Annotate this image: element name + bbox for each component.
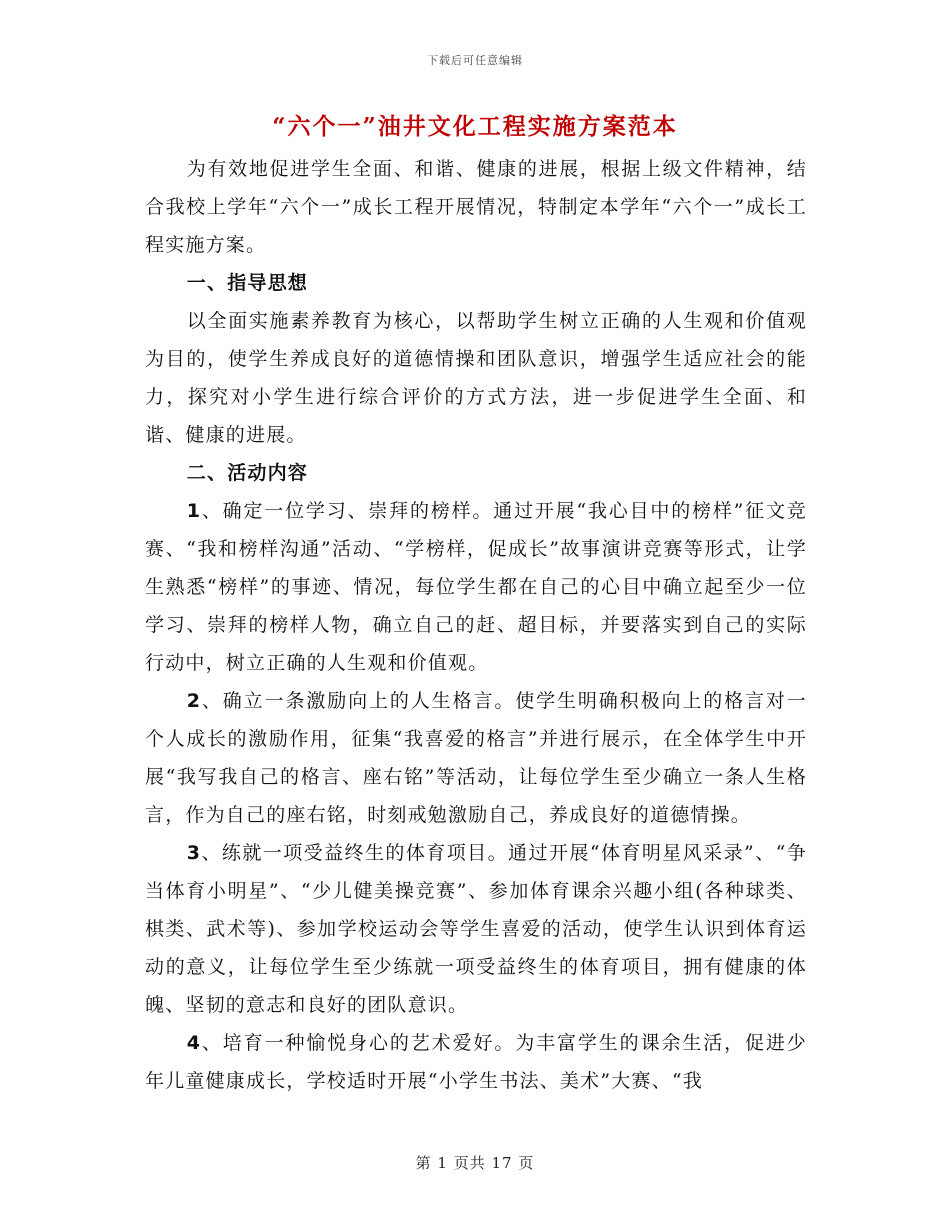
item-number: 1: [186, 500, 202, 522]
section-heading-guiding-ideology: [145, 264, 807, 302]
item-text: 、培育一种愉悦身心的艺术爱好。为丰富学生的课余生活，促进少年儿童健康成长，学校适时开展“小学生书法、美术”大赛、“我: [145, 1032, 807, 1092]
intro-paragraph: 为有效地促进学生全面、和谐、健康的进展，根据上级文件精神，结合我校上学年“六个一”成长工程开展情况，特制定本学年“六个一”成长工程实施方案。: [145, 158, 807, 256]
activity-item-2: [145, 682, 807, 834]
item-number: 4: [186, 1032, 202, 1054]
guiding-ideology-paragraph: 以全面实施素养教育为核心，以帮助学生树立正确的人生观和价值观为目的，使学生养成良好的道德情操和团队意识，增强学生适应社会的能力，探究对小学生进行综合评价的方式方法，进一步促进学生全面、和谐、健康的进展。: [145, 310, 807, 446]
section-heading-text: 二、活动内容: [186, 462, 308, 484]
document-title: “六个一”油井文化工程实施方案范本: [272, 113, 678, 140]
document-body: [145, 150, 807, 1100]
section-heading-activity-content: [145, 454, 807, 492]
item-text: 、练就一项受益终生的体育项目。通过开展“体育明星风采录”、“争当体育小明星”、“少儿健美操竞赛”、参加体育课余兴趣小组(各种球类、棋类、武术等)、参加学校运动会等学生喜爱的活动，使学生认识到体育运动的意义，让每位学生至少练就一项受益终生的体育项目，拥有健康的体魄、坚韧的意志和良好的团队意识。: [145, 842, 807, 1016]
item-number: 2: [186, 690, 202, 712]
item-text: 、确立一条激励向上的人生格言。使学生明确积极向上的格言对一个人成长的激励作用，征集“我喜爱的格言”并进行展示，在全体学生中开展“我写我自己的格言、座右铭”等活动，让每位学生至少确立一条人生格言，作为自己的座右铭，时刻戒勉激励自己，养成良好的道德情操。: [145, 690, 807, 826]
item-number: 3: [186, 842, 202, 864]
item-text: 、确定一位学习、崇拜的榜样。通过开展“我心目中的榜样”征文竞赛、“我和榜样沟通”活动、“学榜样，促成长”故事演讲竞赛等形式，让学生熟悉“榜样”的事迹、情况，每位学生都在自己的心目中确立起至少一位学习、崇拜的榜样人物，确立自己的赶、超目标，并要落实到自己的实际行动中，树立正确的人生观和价值观。: [145, 500, 807, 674]
activity-item-3: [145, 834, 807, 1024]
section-heading-text: 一、指导思想: [186, 272, 308, 294]
activity-item-1: [145, 492, 807, 682]
page-header: 下载后可任意编辑: [427, 54, 523, 67]
page-footer: 第 1 页共 17 页: [415, 1154, 535, 1172]
activity-item-4: [145, 1024, 807, 1100]
